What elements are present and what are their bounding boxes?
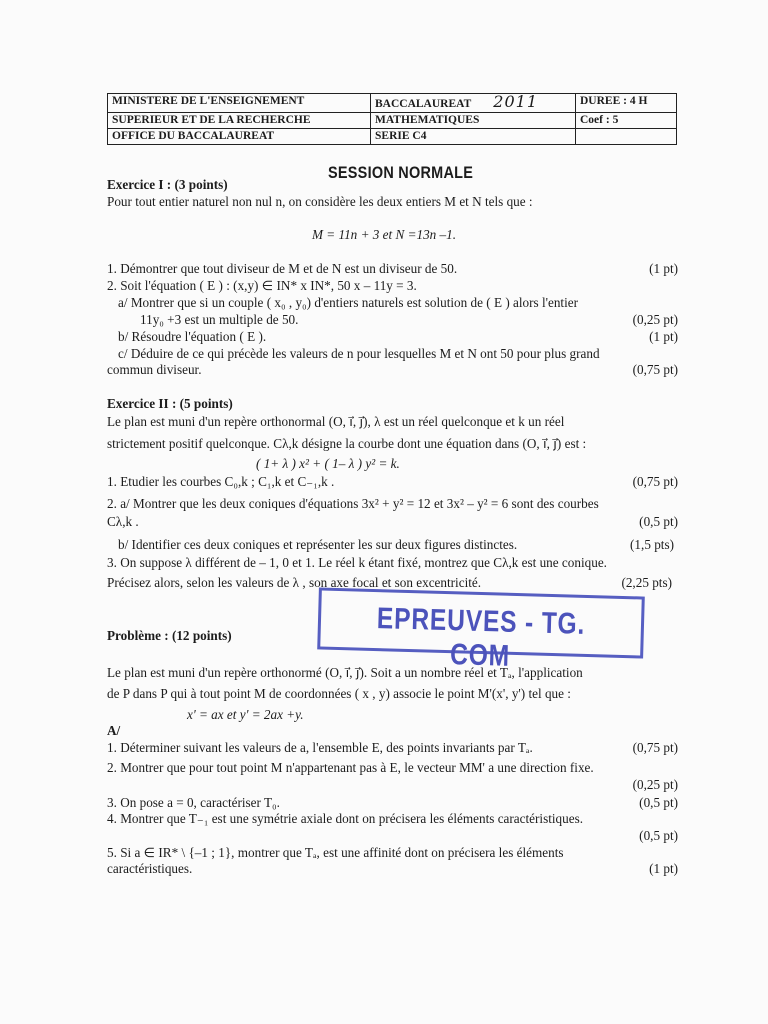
points-value: (0,75 pt): [632, 740, 678, 755]
ministry-line-2: SUPERIEUR ET DE LA RECHERCHE: [108, 113, 371, 129]
series: SERIE C4: [371, 129, 576, 145]
text-line: A/: [107, 723, 121, 738]
duration: DUREE : 4 H: [576, 94, 677, 113]
text-line: a/ Montrer que si un couple ( x₀ , y₀) d'entiers naturels est solution de ( E ) alors l'entier: [118, 295, 579, 310]
text-line: 1. Etudier les courbes C₀,k ; C₁,k et C₋₁,k .: [107, 474, 335, 489]
text-line: Problème : (12 points): [107, 628, 232, 643]
exam-type-cell: [371, 94, 576, 113]
text-line: 2. Soit l'équation ( E ) : (x,y) ∈ IN* x IN*, 50 x – 11y = 3.: [107, 278, 417, 293]
exam-type: BACCALAUREAT: [375, 98, 472, 110]
points-value: (0,5 pt): [639, 514, 678, 529]
text-line: b/ Résoudre l'équation ( E ).: [118, 329, 267, 344]
coefficient: Coef : 5: [576, 113, 677, 129]
session-title: SESSION NORMALE: [328, 163, 474, 182]
text-line: caractéristiques.: [107, 861, 193, 876]
points-value: (0,25 pt): [632, 312, 678, 327]
text-line: x' = ax et y' = 2ax +y.: [187, 707, 304, 722]
header-table: [107, 93, 677, 145]
text-line: 4. Montrer que T₋₁ est une symétrie axiale dont on précisera les éléments caractéristiques.: [107, 811, 584, 826]
text-line: 5. Si a ∈ IR* \ {–1 ; 1}, montrer que Tₐ, est une affinité dont on précisera les éléments: [107, 845, 564, 860]
text-line: Exercice I : (3 points): [107, 177, 228, 192]
points-value: (1 pt): [649, 861, 678, 876]
text-line: Exercice II : (5 points): [107, 396, 233, 411]
text-line: commun diviseur.: [107, 362, 202, 377]
text-line: 2. Montrer que pour tout point M n'appartenant pas à E, le vecteur MM' a une direction fixe.: [107, 760, 594, 775]
text-line: Précisez alors, selon les valeurs de λ , son axe focal et son excentricité.: [107, 575, 482, 590]
text-line: 11y₀ +3 est un multiple de 50.: [140, 312, 299, 327]
text-line: 1. Démontrer que tout diviseur de M et de N est un diviseur de 50.: [107, 261, 458, 276]
points-value: (0,75 pt): [632, 474, 678, 489]
points-value: (1 pt): [649, 261, 678, 276]
text-line: Le plan est muni d'un repère orthonormal (O, i⃗, j⃗), λ est un réel quelconque et k un réel: [107, 414, 565, 429]
text-line: Cλ,k .: [107, 514, 139, 529]
exam-year: 2011: [493, 92, 538, 111]
text-line: Pour tout entier naturel non nul n, on considère les deux entiers M et N tels que :: [107, 194, 533, 209]
points-value: (0,5 pt): [639, 828, 678, 843]
text-line: 3. On pose a = 0, caractériser T₀.: [107, 795, 280, 810]
points-value: (0,5 pt): [639, 795, 678, 810]
text-line: b/ Identifier ces deux coniques et représenter les sur deux figures distinctes.: [118, 537, 518, 552]
office-name: OFFICE DU BACCALAUREAT: [108, 129, 371, 145]
points-value: (0,25 pt): [632, 777, 678, 792]
points-value: (2,25 pts): [621, 575, 672, 590]
points-value: (1 pt): [649, 329, 678, 344]
text-line: de P dans P qui à tout point M de coordonnées ( x , y) associe le point M'(x', y') tel que :: [107, 686, 571, 701]
empty-cell: [576, 129, 677, 145]
text-line: M = 11n + 3 et N =13n –1.: [312, 227, 457, 242]
text-line: Le plan est muni d'un repère orthonormé (O, i⃗, j⃗). Soit a un nombre réel et Tₐ, l'application: [107, 665, 583, 680]
text-line: c/ Déduire de ce qui précède les valeurs de n pour lesquelles M et N ont 50 pour plus grand: [118, 346, 600, 361]
text-line: 2. a/ Montrer que les deux coniques d'équations 3x² + y² = 12 et 3x² – y² = 6 sont des courbes: [107, 496, 599, 511]
stamp-text: EPREUVES - TG. COM: [376, 602, 586, 673]
text-line: 1. Déterminer suivant les valeurs de a, l'ensemble E, des points invariants par Tₐ.: [107, 740, 533, 755]
points-value: (0,75 pt): [632, 362, 678, 377]
text-line: ( 1+ λ ) x² + ( 1– λ ) y² = k.: [256, 456, 400, 471]
ministry-line-1: MINISTERE DE L'ENSEIGNEMENT: [108, 94, 371, 113]
points-value: (1,5 pts): [630, 537, 674, 552]
subject: MATHEMATIQUES: [371, 113, 576, 129]
text-line: 3. On suppose λ différent de – 1, 0 et 1. Le réel k étant fixé, montrez que Cλ,k est une conique.: [107, 555, 607, 570]
text-line: strictement positif quelconque. Cλ,k désigne la courbe dont une équation dans (O, i⃗, j⃗) est :: [107, 436, 587, 451]
watermark-stamp: [317, 587, 645, 673]
